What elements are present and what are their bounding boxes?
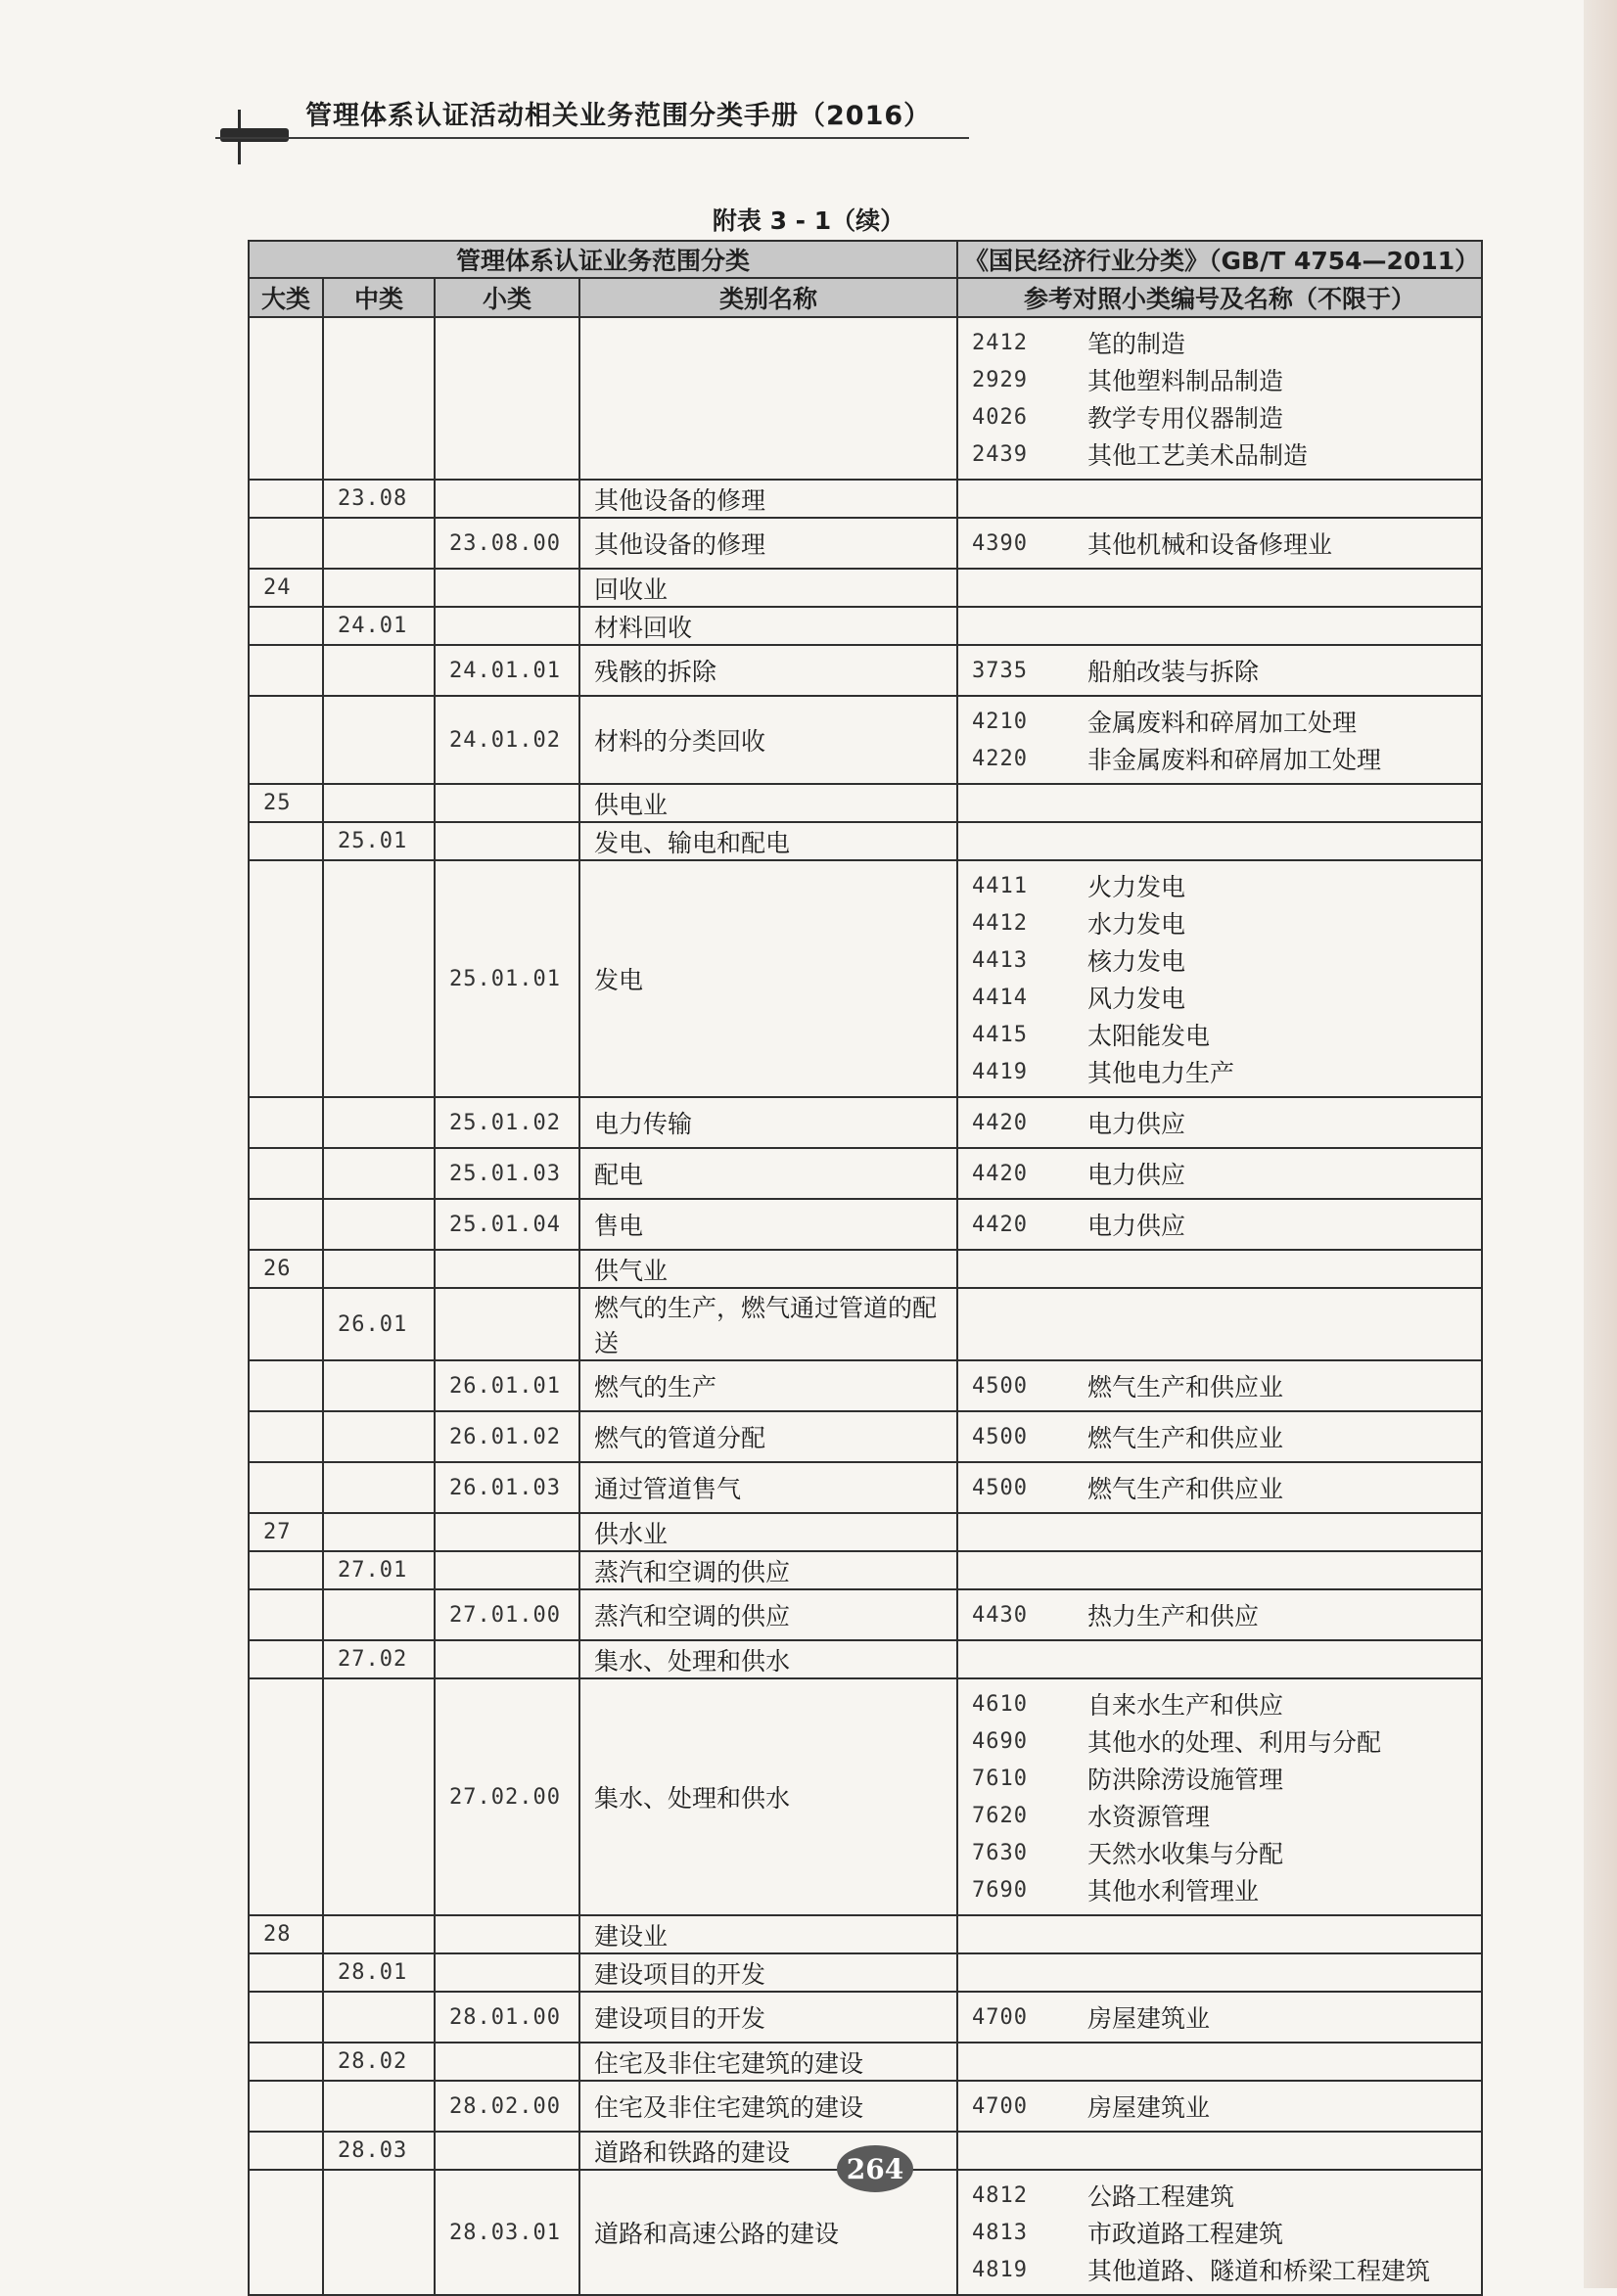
reference-entry: [972, 740, 1467, 777]
reference-cell: [957, 1915, 1482, 1953]
minor-code-cell: 27.02.00: [435, 1678, 579, 1915]
reference-name: 电力供应: [1087, 1110, 1186, 1138]
category-name-cell: 材料回收: [579, 607, 957, 645]
reference-code: 4026: [972, 404, 1028, 430]
major-code-cell: [249, 2132, 323, 2170]
header-minor: 小类: [435, 278, 579, 317]
table-row: [249, 1411, 1482, 1462]
category-name-cell: 回收业: [579, 569, 957, 607]
minor-code-cell: [435, 1640, 579, 1678]
reference-cell: [957, 1199, 1482, 1250]
reference-code: 4415: [972, 1022, 1028, 1047]
category-name-cell: 通过管道售气: [579, 1462, 957, 1513]
reference-entry: [972, 2214, 1467, 2251]
reference-name: 其他水利管理业: [1087, 1877, 1260, 1906]
minor-code-cell: [435, 822, 579, 860]
reference-code: 4500: [972, 1475, 1028, 1500]
table-row: [249, 822, 1482, 860]
major-code-cell: [249, 2170, 323, 2295]
reference-code: 4420: [972, 1161, 1028, 1186]
mid-code-cell: [323, 1678, 435, 1915]
reference-entry: [972, 1016, 1467, 1053]
mid-code-cell: 23.08: [323, 480, 435, 518]
reference-entry: [972, 324, 1467, 361]
minor-code-cell: [435, 1250, 579, 1288]
major-code-cell: [249, 1462, 323, 1513]
reference-entry: [972, 904, 1467, 941]
major-code-cell: [249, 860, 323, 1097]
major-code-cell: [249, 2043, 323, 2081]
table-caption: 附表 3 - 1（续）: [712, 207, 905, 235]
reference-code: 7620: [972, 1803, 1028, 1828]
reference-name: 金属废料和碎屑加工处理: [1087, 709, 1358, 737]
reference-cell: [957, 1097, 1482, 1148]
table-row: [249, 1678, 1482, 1915]
category-name-cell: 道路和铁路的建设: [579, 2132, 957, 2170]
reference-cell: [957, 317, 1482, 480]
reference-cell: [957, 1148, 1482, 1199]
header-mid: 中类: [323, 278, 435, 317]
major-code-cell: 26: [249, 1250, 323, 1288]
reference-cell: [957, 518, 1482, 569]
reference-entry: [972, 1053, 1467, 1090]
minor-code-cell: [435, 317, 579, 480]
major-code-cell: [249, 1411, 323, 1462]
table-row: [249, 1148, 1482, 1199]
mid-code-cell: [323, 1411, 435, 1462]
mid-code-cell: 28.01: [323, 1953, 435, 1992]
reference-cell: [957, 1288, 1482, 1360]
reference-name: 公路工程建筑: [1087, 2182, 1235, 2211]
mid-code-cell: 27.02: [323, 1640, 435, 1678]
reference-entry: [972, 1834, 1467, 1871]
minor-code-cell: [435, 2043, 579, 2081]
mid-code-cell: [323, 1199, 435, 1250]
table-row: [249, 1551, 1482, 1589]
reference-code: 4813: [972, 2220, 1028, 2245]
reference-name: 防洪除涝设施管理: [1087, 1766, 1284, 1794]
reference-entry: [972, 652, 1467, 689]
minor-code-cell: 25.01.02: [435, 1097, 579, 1148]
minor-code-cell: 25.01.04: [435, 1199, 579, 1250]
minor-code-cell: 26.01.03: [435, 1462, 579, 1513]
reference-entry: [972, 979, 1467, 1016]
reference-code: 4700: [972, 2093, 1028, 2119]
minor-code-cell: [435, 480, 579, 518]
reference-code: 7610: [972, 1766, 1028, 1791]
classification-table: [248, 240, 1483, 2296]
reference-cell: [957, 645, 1482, 696]
reference-cell: [957, 1250, 1482, 1288]
reference-name: 其他塑料制品制造: [1087, 367, 1284, 395]
reference-code: 4690: [972, 1728, 1028, 1754]
category-name-cell: 发电: [579, 860, 957, 1097]
category-name-cell: 道路和高速公路的建设: [579, 2170, 957, 2295]
major-code-cell: [249, 1199, 323, 1250]
category-name-cell: 其他设备的修理: [579, 518, 957, 569]
reference-code: 4610: [972, 1691, 1028, 1717]
reference-cell: [957, 1411, 1482, 1462]
category-name-cell: 建设业: [579, 1915, 957, 1953]
table-row: [249, 1199, 1482, 1250]
reference-code: 2412: [972, 330, 1028, 355]
reference-cell: [957, 1640, 1482, 1678]
reference-name: 自来水生产和供应: [1087, 1691, 1284, 1720]
reference-entry: [972, 436, 1467, 473]
minor-code-cell: 28.03.01: [435, 2170, 579, 2295]
reference-cell: [957, 696, 1482, 784]
reference-name: 燃气生产和供应业: [1087, 1373, 1284, 1401]
table-row: [249, 1589, 1482, 1640]
mid-code-cell: [323, 569, 435, 607]
mid-code-cell: [323, 1992, 435, 2043]
table-row: [249, 480, 1482, 518]
category-name-cell: 燃气的生产: [579, 1360, 957, 1411]
reference-code: 3735: [972, 658, 1028, 683]
reference-entry: [972, 1871, 1467, 1908]
category-name-cell: 集水、处理和供水: [579, 1640, 957, 1678]
reference-entry: [972, 1760, 1467, 1797]
reference-entry: [972, 2251, 1467, 2288]
reference-cell: [957, 1551, 1482, 1589]
header-group-scope: 管理体系认证业务范围分类: [249, 241, 957, 278]
header-reference: 参考对照小类编号及名称（不限于）: [957, 278, 1482, 317]
mid-code-cell: [323, 1360, 435, 1411]
reference-code: 7690: [972, 1877, 1028, 1903]
reference-name: 电力供应: [1087, 1212, 1186, 1240]
reference-entry: [972, 361, 1467, 398]
table-row: [249, 1360, 1482, 1411]
reference-cell: [957, 2132, 1482, 2170]
mid-code-cell: 27.01: [323, 1551, 435, 1589]
reference-name: 太阳能发电: [1087, 1022, 1211, 1050]
reference-entry: [972, 398, 1467, 436]
reference-name: 热力生产和供应: [1087, 1602, 1260, 1630]
reference-code: 4419: [972, 1059, 1028, 1084]
major-code-cell: 25: [249, 784, 323, 822]
category-name-cell: 配电: [579, 1148, 957, 1199]
table-row: [249, 1097, 1482, 1148]
reference-entry: [972, 1469, 1467, 1506]
major-code-cell: [249, 2081, 323, 2132]
reference-name: 教学专用仪器制造: [1087, 404, 1284, 433]
category-name-cell: 发电、输电和配电: [579, 822, 957, 860]
minor-code-cell: 27.01.00: [435, 1589, 579, 1640]
major-code-cell: [249, 1148, 323, 1199]
reference-name: 水力发电: [1087, 910, 1186, 939]
reference-code: 4220: [972, 746, 1028, 771]
category-name-cell: 残骸的拆除: [579, 645, 957, 696]
reference-cell: [957, 1462, 1482, 1513]
header-rule: [215, 137, 969, 139]
mid-code-cell: [323, 2081, 435, 2132]
minor-code-cell: 28.02.00: [435, 2081, 579, 2132]
minor-code-cell: [435, 607, 579, 645]
major-code-cell: [249, 645, 323, 696]
minor-code-cell: [435, 1513, 579, 1551]
mid-code-cell: 28.02: [323, 2043, 435, 2081]
table-row: [249, 1250, 1482, 1288]
mid-code-cell: 26.01: [323, 1288, 435, 1360]
minor-code-cell: 24.01.01: [435, 645, 579, 696]
table-row: [249, 569, 1482, 607]
reference-cell: [957, 1953, 1482, 1992]
major-code-cell: [249, 1551, 323, 1589]
reference-code: 4500: [972, 1424, 1028, 1449]
reference-code: 4411: [972, 873, 1028, 898]
header-ornament-bar: [220, 128, 289, 142]
category-name-cell: 售电: [579, 1199, 957, 1250]
table-row: [249, 1915, 1482, 1953]
reference-cell: [957, 860, 1482, 1097]
page-edge: [1584, 0, 1617, 2288]
table-row: [249, 1992, 1482, 2043]
reference-entry: [972, 1722, 1467, 1760]
reference-code: 4210: [972, 709, 1028, 734]
major-code-cell: [249, 1992, 323, 2043]
minor-code-cell: [435, 1915, 579, 1953]
reference-entry: [972, 1206, 1467, 1243]
reference-entry: [972, 1685, 1467, 1722]
major-code-cell: [249, 822, 323, 860]
reference-cell: [957, 822, 1482, 860]
mid-code-cell: [323, 1250, 435, 1288]
category-name-cell: 供气业: [579, 1250, 957, 1288]
reference-code: 7630: [972, 1840, 1028, 1865]
reference-name: 房屋建筑业: [1087, 2093, 1211, 2122]
reference-name: 笔的制造: [1087, 330, 1186, 358]
reference-name: 水资源管理: [1087, 1803, 1211, 1831]
reference-name: 天然水收集与分配: [1087, 1840, 1284, 1868]
mid-code-cell: [323, 317, 435, 480]
reference-cell: [957, 2043, 1482, 2081]
category-name-cell: 供电业: [579, 784, 957, 822]
reference-code: 2439: [972, 441, 1028, 467]
category-name-cell: [579, 317, 957, 480]
reference-name: 其他水的处理、利用与分配: [1087, 1728, 1382, 1757]
mid-code-cell: [323, 1589, 435, 1640]
table-row: [249, 696, 1482, 784]
reference-cell: [957, 480, 1482, 518]
category-name-cell: 燃气的生产，燃气通过管道的配送: [579, 1288, 957, 1360]
reference-name: 其他道路、隧道和桥梁工程建筑: [1087, 2257, 1431, 2285]
reference-entry: [972, 1104, 1467, 1141]
major-code-cell: [249, 1678, 323, 1915]
reference-cell: [957, 1360, 1482, 1411]
header-group-gbt: 《国民经济行业分类》（GB/T 4754—2011）: [957, 241, 1482, 278]
reference-entry: [972, 703, 1467, 740]
major-code-cell: 27: [249, 1513, 323, 1551]
category-name-cell: 燃气的管道分配: [579, 1411, 957, 1462]
reference-entry: [972, 2177, 1467, 2214]
major-code-cell: [249, 317, 323, 480]
major-code-cell: [249, 1097, 323, 1148]
minor-code-cell: 25.01.01: [435, 860, 579, 1097]
mid-code-cell: [323, 860, 435, 1097]
table-row: [249, 2081, 1482, 2132]
major-code-cell: [249, 696, 323, 784]
minor-code-cell: 28.01.00: [435, 1992, 579, 2043]
reference-name: 船舶改装与拆除: [1087, 658, 1260, 686]
major-code-cell: [249, 518, 323, 569]
reference-entry: [972, 1367, 1467, 1404]
table-row: [249, 317, 1482, 480]
minor-code-cell: [435, 2132, 579, 2170]
table-row: [249, 1513, 1482, 1551]
mid-code-cell: [323, 1148, 435, 1199]
mid-code-cell: [323, 784, 435, 822]
reference-entry: [972, 1998, 1467, 2036]
reference-entry: [972, 525, 1467, 562]
running-header-title: 管理体系认证活动相关业务范围分类手册（2016）: [305, 101, 932, 131]
table-row: [249, 518, 1482, 569]
table-row: [249, 1953, 1482, 1992]
major-code-cell: [249, 607, 323, 645]
category-name-cell: 建设项目的开发: [579, 1992, 957, 2043]
reference-code: 2929: [972, 367, 1028, 392]
category-name-cell: 电力传输: [579, 1097, 957, 1148]
major-code-cell: [249, 1360, 323, 1411]
header-category-name: 类别名称: [579, 278, 957, 317]
reference-code: 4420: [972, 1212, 1028, 1237]
category-name-cell: 住宅及非住宅建筑的建设: [579, 2081, 957, 2132]
major-code-cell: [249, 1288, 323, 1360]
minor-code-cell: [435, 569, 579, 607]
minor-code-cell: 23.08.00: [435, 518, 579, 569]
major-code-cell: 28: [249, 1915, 323, 1953]
reference-code: 4390: [972, 530, 1028, 556]
reference-name: 其他工艺美术品制造: [1087, 441, 1309, 470]
mid-code-cell: 25.01: [323, 822, 435, 860]
category-name-cell: 集水、处理和供水: [579, 1678, 957, 1915]
reference-code: 4500: [972, 1373, 1028, 1399]
reference-code: 4413: [972, 947, 1028, 973]
reference-cell: [957, 607, 1482, 645]
table-row: [249, 1462, 1482, 1513]
reference-entry: [972, 1596, 1467, 1633]
major-code-cell: [249, 1589, 323, 1640]
mid-code-cell: [323, 1462, 435, 1513]
reference-name: 电力供应: [1087, 1161, 1186, 1189]
reference-cell: [957, 1513, 1482, 1551]
minor-code-cell: 24.01.02: [435, 696, 579, 784]
mid-code-cell: [323, 2170, 435, 2295]
reference-cell: [957, 2170, 1482, 2295]
reference-code: 4819: [972, 2257, 1028, 2282]
category-name-cell: 供水业: [579, 1513, 957, 1551]
minor-code-cell: [435, 1551, 579, 1589]
category-name-cell: 其他设备的修理: [579, 480, 957, 518]
page-number: 264: [837, 2145, 913, 2192]
reference-code: 4412: [972, 910, 1028, 936]
reference-name: 其他电力生产: [1087, 1059, 1235, 1087]
reference-cell: [957, 1678, 1482, 1915]
category-name-cell: 蒸汽和空调的供应: [579, 1589, 957, 1640]
table-row: [249, 645, 1482, 696]
category-name-cell: 材料的分类回收: [579, 696, 957, 784]
minor-code-cell: 25.01.03: [435, 1148, 579, 1199]
reference-cell: [957, 2081, 1482, 2132]
mid-code-cell: [323, 1097, 435, 1148]
table-row: [249, 860, 1482, 1097]
category-name-cell: 蒸汽和空调的供应: [579, 1551, 957, 1589]
reference-code: 4430: [972, 1602, 1028, 1628]
table-row: [249, 1640, 1482, 1678]
category-name-cell: 建设项目的开发: [579, 1953, 957, 1992]
major-code-cell: 24: [249, 569, 323, 607]
minor-code-cell: 26.01.02: [435, 1411, 579, 1462]
mid-code-cell: [323, 696, 435, 784]
mid-code-cell: [323, 518, 435, 569]
minor-code-cell: [435, 1953, 579, 1992]
table-row: [249, 1288, 1482, 1360]
reference-entry: [972, 1155, 1467, 1192]
mid-code-cell: [323, 1513, 435, 1551]
major-code-cell: [249, 480, 323, 518]
reference-code: 4420: [972, 1110, 1028, 1135]
mid-code-cell: [323, 1915, 435, 1953]
table-row: [249, 607, 1482, 645]
reference-entry: [972, 941, 1467, 979]
reference-code: 4414: [972, 985, 1028, 1010]
mid-code-cell: 28.03: [323, 2132, 435, 2170]
reference-entry: [972, 1797, 1467, 1834]
reference-name: 火力发电: [1087, 873, 1186, 901]
reference-name: 核力发电: [1087, 947, 1186, 976]
reference-entry: [972, 2088, 1467, 2125]
mid-code-cell: 24.01: [323, 607, 435, 645]
minor-code-cell: 26.01.01: [435, 1360, 579, 1411]
reference-code: 4700: [972, 2004, 1028, 2030]
reference-cell: [957, 569, 1482, 607]
reference-cell: [957, 1589, 1482, 1640]
major-code-cell: [249, 1640, 323, 1678]
minor-code-cell: [435, 1288, 579, 1360]
reference-name: 风力发电: [1087, 985, 1186, 1013]
reference-entry: [972, 867, 1467, 904]
table-body: [249, 317, 1482, 2295]
reference-name: 其他机械和设备修理业: [1087, 530, 1333, 559]
mid-code-cell: [323, 645, 435, 696]
reference-code: 4812: [972, 2182, 1028, 2208]
reference-cell: [957, 784, 1482, 822]
reference-name: 非金属废料和碎屑加工处理: [1087, 746, 1382, 774]
table-row: [249, 2043, 1482, 2081]
table-row: [249, 784, 1482, 822]
minor-code-cell: [435, 784, 579, 822]
reference-name: 房屋建筑业: [1087, 2004, 1211, 2033]
reference-entry: [972, 1418, 1467, 1455]
reference-name: 燃气生产和供应业: [1087, 1475, 1284, 1503]
major-code-cell: [249, 1953, 323, 1992]
category-name-cell: 住宅及非住宅建筑的建设: [579, 2043, 957, 2081]
reference-cell: [957, 1992, 1482, 2043]
reference-name: 燃气生产和供应业: [1087, 1424, 1284, 1452]
reference-name: 市政道路工程建筑: [1087, 2220, 1284, 2248]
header-major: 大类: [249, 278, 323, 317]
